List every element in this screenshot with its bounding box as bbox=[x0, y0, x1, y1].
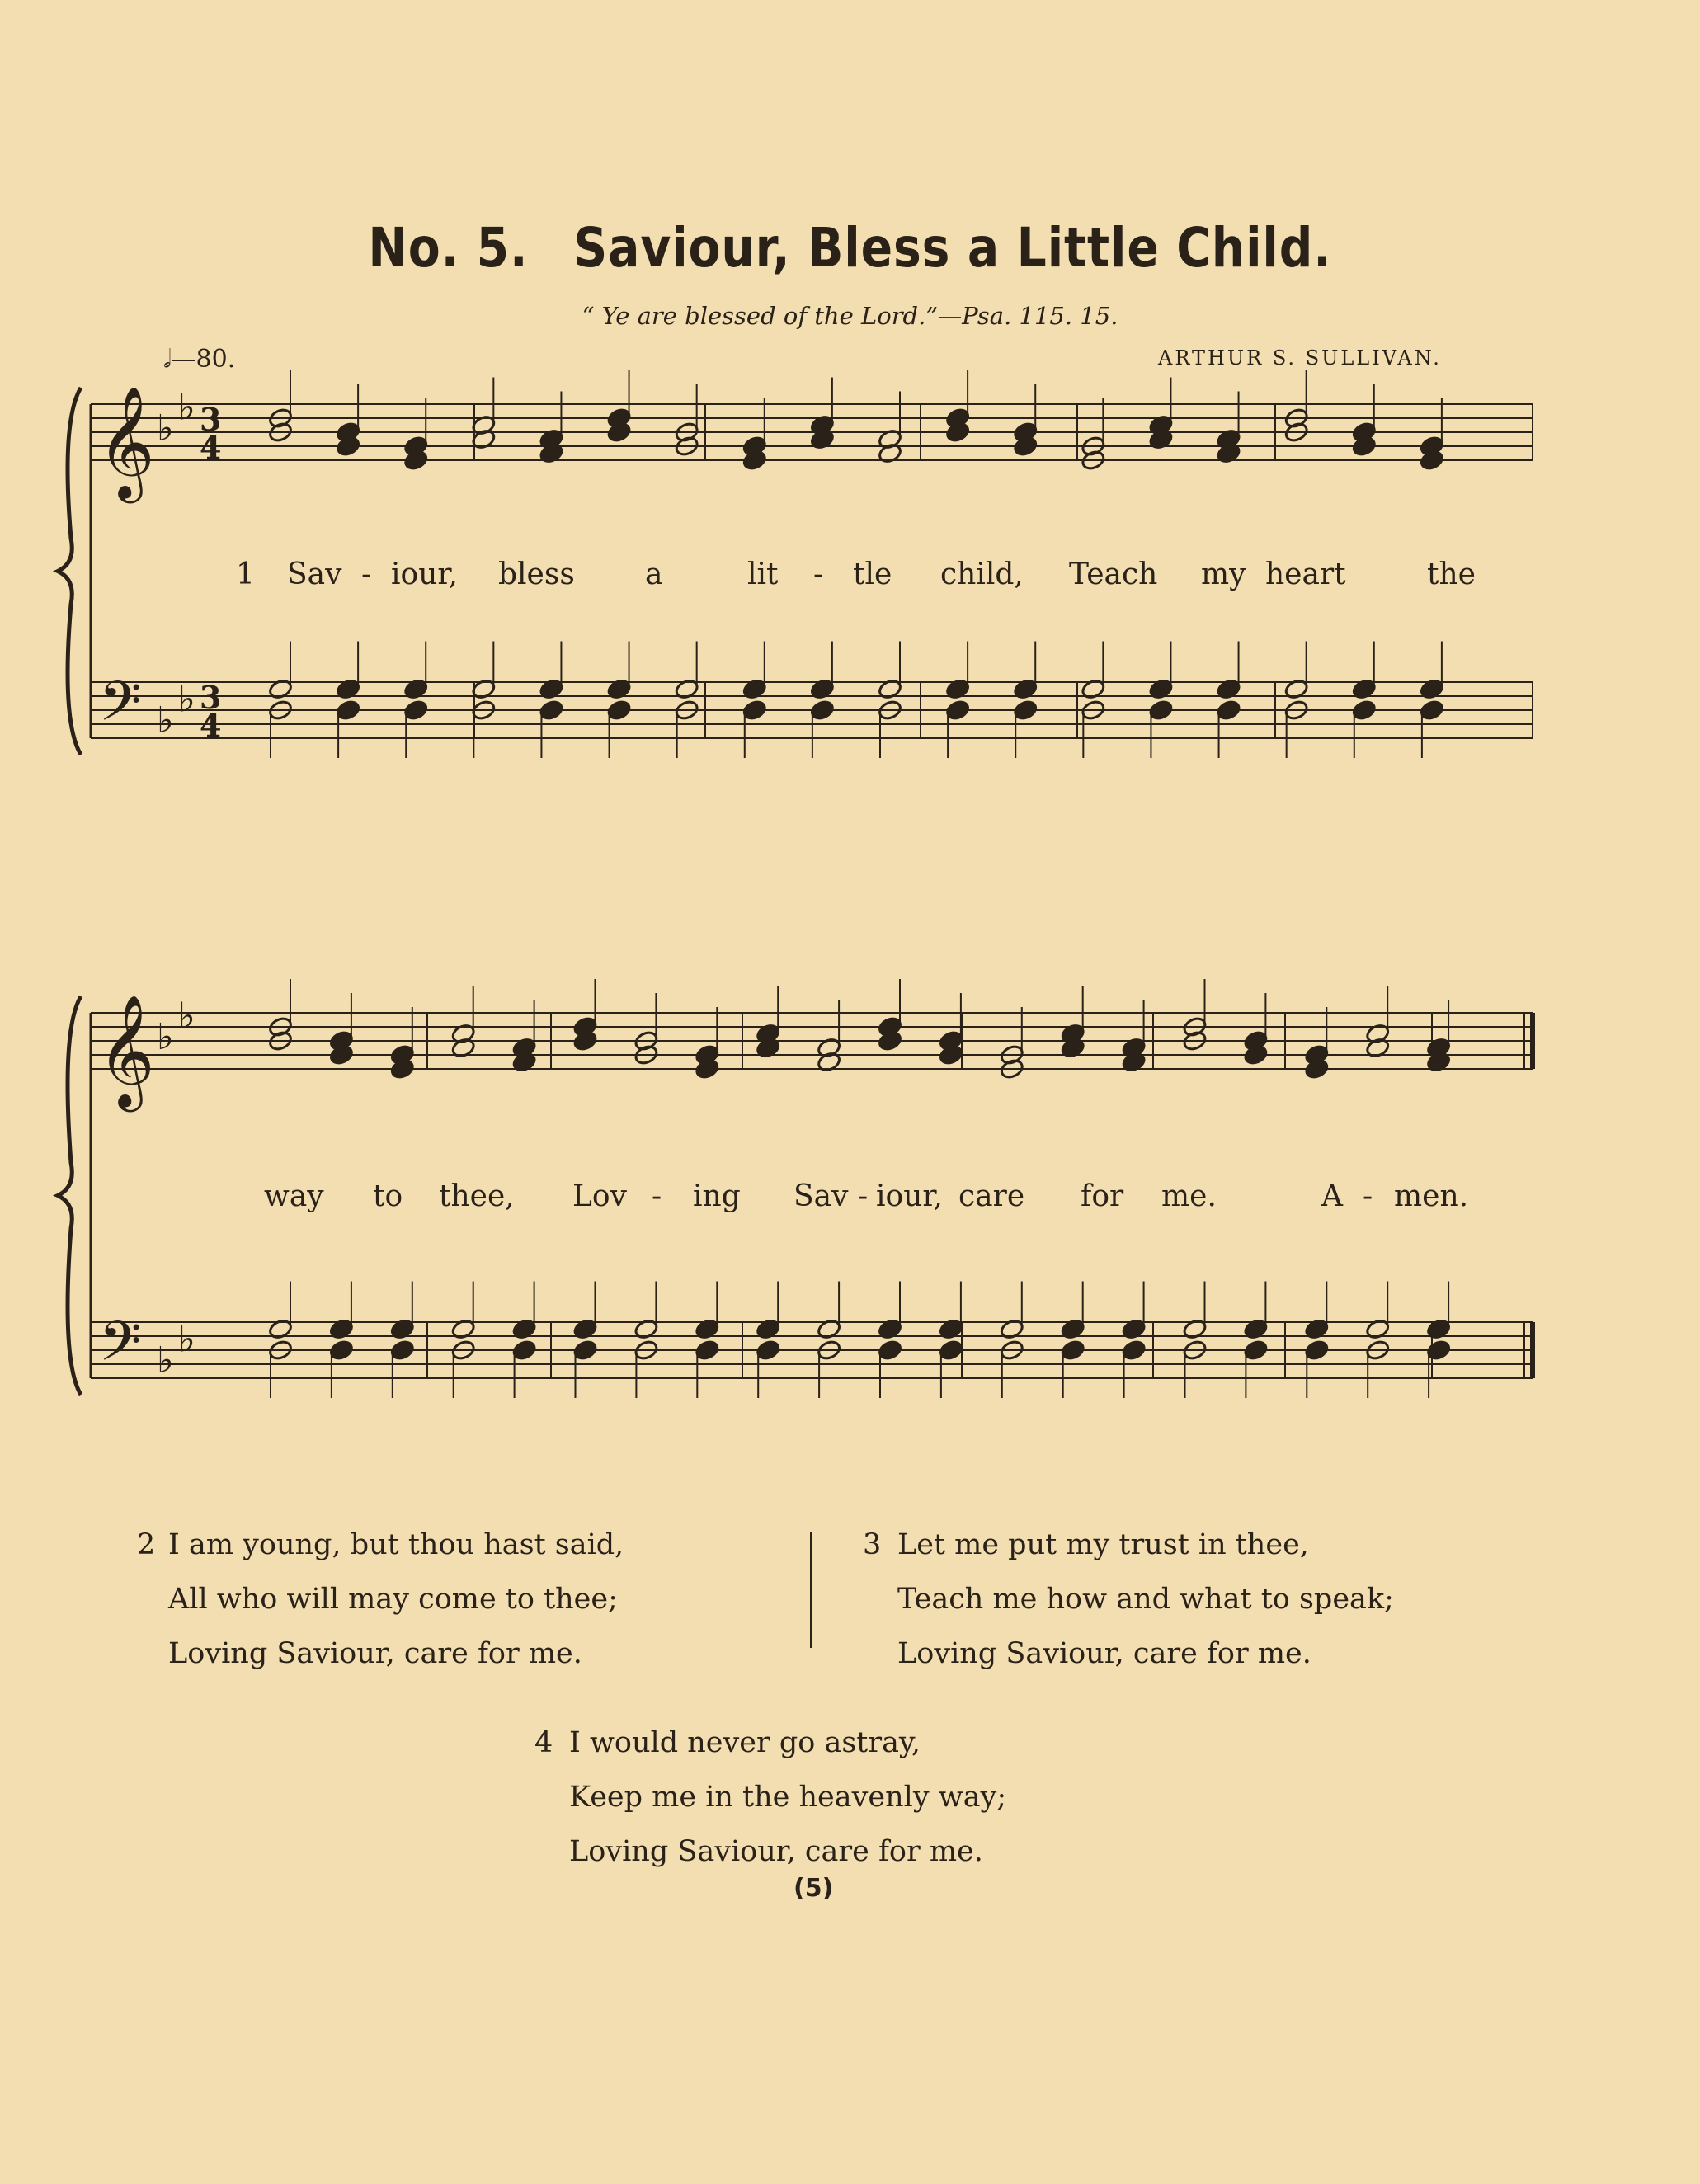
note-head bbox=[1426, 1339, 1452, 1361]
lyric-syllable: care bbox=[958, 1179, 1025, 1213]
verse-line: All who will may come to thee; bbox=[168, 1583, 618, 1616]
note-head bbox=[674, 678, 699, 700]
verse-divider bbox=[810, 1532, 812, 1648]
verse-number: 2 bbox=[137, 1528, 156, 1561]
flat-icon: ♭ bbox=[178, 1318, 195, 1361]
lyric-syllable: Sav bbox=[287, 558, 342, 591]
lyric-syllable: child, bbox=[940, 558, 1024, 591]
scripture-quote: “ Ye are blessed of the Lord.” bbox=[582, 302, 939, 330]
note-head bbox=[945, 678, 971, 700]
note-head bbox=[1216, 699, 1241, 721]
lyric-hyphen: - bbox=[361, 558, 372, 591]
note-head bbox=[877, 1318, 902, 1340]
time-signature-denominator: 4 bbox=[200, 707, 222, 744]
lyric-syllable: the bbox=[1427, 558, 1476, 591]
note-head bbox=[267, 1318, 293, 1340]
note-head bbox=[809, 699, 835, 721]
note-head bbox=[999, 1318, 1024, 1340]
note-head bbox=[1013, 699, 1038, 721]
lyric-syllable: me. bbox=[1161, 1179, 1217, 1213]
note-head bbox=[756, 1339, 781, 1361]
note-head bbox=[1060, 1318, 1085, 1340]
lyric-syllable: A bbox=[1321, 1179, 1343, 1213]
tempo-value: —80. bbox=[171, 345, 236, 374]
note-head bbox=[511, 1339, 537, 1361]
verse-line: Loving Saviour, care for me. bbox=[897, 1637, 1311, 1670]
note-head bbox=[877, 678, 902, 700]
lyric-verse-number: 1 bbox=[236, 558, 255, 591]
lyric-syllable: iour, bbox=[876, 1179, 944, 1213]
verse-line: Keep me in the heavenly way; bbox=[569, 1781, 1007, 1814]
verse-line: Loving Saviour, care for me. bbox=[569, 1835, 983, 1868]
note-head bbox=[450, 1318, 476, 1340]
scripture-reference: —Psa. 115. 15. bbox=[938, 302, 1118, 330]
verse-3 bbox=[863, 1518, 881, 1572]
note-head bbox=[1426, 1318, 1452, 1340]
lyric-syllable: lit bbox=[747, 558, 779, 591]
note-head bbox=[606, 678, 632, 700]
note-head bbox=[572, 1318, 598, 1340]
note-head bbox=[539, 678, 564, 700]
note-head bbox=[742, 678, 767, 700]
note-head bbox=[606, 699, 632, 721]
note-head bbox=[1304, 1318, 1330, 1340]
treble-clef-icon: 𝄞 bbox=[97, 993, 155, 1107]
note-head bbox=[809, 678, 835, 700]
lyric-syllable: men. bbox=[1394, 1179, 1469, 1213]
lyric-hyphen: - bbox=[652, 1179, 662, 1213]
system-brace bbox=[58, 996, 81, 1395]
verse-number: 4 bbox=[534, 1726, 553, 1759]
lyric-syllable: Sav bbox=[793, 1179, 849, 1213]
hymn-title-text: Saviour, Bless a Little Child. bbox=[573, 216, 1332, 280]
note-head bbox=[1081, 678, 1106, 700]
time-signature-numerator: 3 bbox=[200, 401, 222, 438]
note-head bbox=[267, 678, 293, 700]
note-head bbox=[938, 1339, 963, 1361]
composer-credit: ARTHUR S. SULLIVAN. bbox=[1158, 346, 1442, 369]
note-head bbox=[336, 699, 361, 721]
lyric-hyphen: - bbox=[858, 1179, 869, 1213]
note-head bbox=[572, 1339, 598, 1361]
note-head bbox=[1216, 678, 1241, 700]
note-head bbox=[389, 1339, 415, 1361]
note-head bbox=[1060, 1339, 1085, 1361]
note-head bbox=[938, 1318, 963, 1340]
page-number: (5) bbox=[793, 1874, 834, 1903]
note-head bbox=[1243, 1318, 1269, 1340]
verse-line: Loving Saviour, care for me. bbox=[168, 1637, 582, 1670]
note-head bbox=[695, 1318, 720, 1340]
note-head bbox=[633, 1318, 659, 1340]
verse-4 bbox=[534, 1716, 553, 1770]
lyric-syllable: my bbox=[1201, 558, 1246, 591]
note-head bbox=[1121, 1318, 1147, 1340]
flat-icon: ♭ bbox=[178, 678, 195, 721]
note-head bbox=[1419, 699, 1444, 721]
flat-icon: ♭ bbox=[157, 699, 174, 741]
note-head bbox=[1351, 699, 1377, 721]
note-head bbox=[1013, 678, 1038, 700]
note-head bbox=[756, 1318, 781, 1340]
note-head bbox=[1304, 1339, 1330, 1361]
note-head bbox=[328, 1339, 354, 1361]
flat-icon: ♭ bbox=[157, 1339, 174, 1381]
lyric-syllable: Teach bbox=[1069, 558, 1158, 591]
note-head bbox=[1121, 1339, 1147, 1361]
note-head bbox=[539, 699, 564, 721]
verse-4-text bbox=[569, 1716, 1006, 1879]
note-head bbox=[1283, 678, 1309, 700]
note-head bbox=[1243, 1339, 1269, 1361]
verse-line: Teach me how and what to speak; bbox=[897, 1583, 1394, 1616]
note-head bbox=[817, 1318, 842, 1340]
note-head bbox=[742, 699, 767, 721]
lyric-hyphen: - bbox=[1363, 1179, 1373, 1213]
verse-2 bbox=[137, 1518, 155, 1572]
lyric-syllable: iour, bbox=[391, 558, 459, 591]
lyric-syllable: thee, bbox=[439, 1179, 515, 1213]
system-brace bbox=[58, 388, 81, 755]
verse-3-text bbox=[897, 1518, 1394, 1681]
lyric-syllable: way bbox=[264, 1179, 324, 1213]
lyric-syllable: for bbox=[1081, 1179, 1124, 1213]
time-signature-numerator: 3 bbox=[200, 679, 222, 716]
note-head bbox=[1351, 678, 1377, 700]
flat-icon: ♭ bbox=[178, 995, 195, 1038]
lyric-syllable: bless bbox=[498, 558, 575, 591]
bass-clef-icon: 𝄢 bbox=[99, 670, 142, 746]
verse-line: I would never go astray, bbox=[569, 1726, 921, 1759]
flat-icon: ♭ bbox=[157, 1016, 174, 1058]
flat-icon: ♭ bbox=[157, 407, 174, 450]
note-head bbox=[1419, 678, 1444, 700]
note-head bbox=[1148, 678, 1174, 700]
time-signature-denominator: 4 bbox=[200, 429, 222, 466]
note-head bbox=[945, 699, 971, 721]
note-head bbox=[1148, 699, 1174, 721]
flat-icon: ♭ bbox=[178, 386, 195, 429]
lyric-syllable: Lov bbox=[572, 1179, 627, 1213]
note-head bbox=[511, 1318, 537, 1340]
lyric-syllable: ing bbox=[693, 1179, 741, 1213]
note-head bbox=[389, 1318, 415, 1340]
lyric-syllable: a bbox=[645, 558, 663, 591]
treble-clef-icon: 𝄞 bbox=[97, 384, 155, 498]
lyric-syllable: tle bbox=[853, 558, 892, 591]
note-head bbox=[403, 678, 429, 700]
hymn-number: No. 5. bbox=[368, 216, 529, 280]
note-head bbox=[695, 1339, 720, 1361]
bass-clef-icon: 𝄢 bbox=[99, 1310, 142, 1386]
note-head bbox=[1365, 1318, 1391, 1340]
verse-number: 3 bbox=[863, 1528, 882, 1561]
lyric-syllable: heart bbox=[1265, 558, 1346, 591]
verse-line: Let me put my trust in thee, bbox=[897, 1528, 1309, 1561]
verse-line: I am young, but thou hast said, bbox=[168, 1528, 624, 1561]
lyric-hyphen: - bbox=[813, 558, 824, 591]
verse-2-text bbox=[168, 1518, 624, 1681]
note-head bbox=[403, 699, 429, 721]
note-head bbox=[336, 678, 361, 700]
lyric-syllable: to bbox=[373, 1179, 403, 1213]
note-head bbox=[1182, 1318, 1208, 1340]
half-note-icon: 𝅗𝅥 bbox=[163, 345, 172, 374]
note-head bbox=[877, 1339, 902, 1361]
note-head bbox=[328, 1318, 354, 1340]
